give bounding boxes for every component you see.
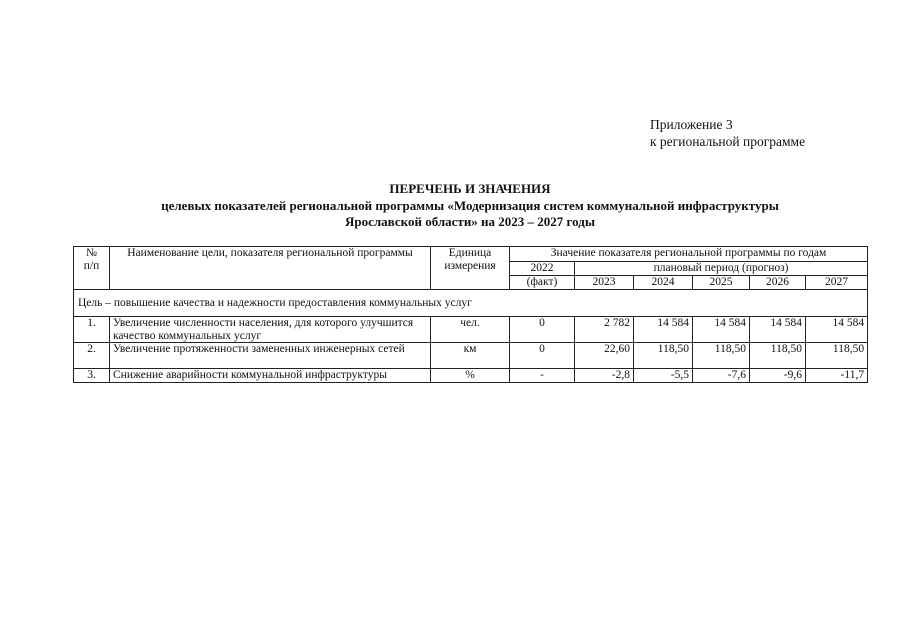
header-year-2024: 2024 — [634, 276, 693, 290]
row-base: 0 — [510, 343, 575, 369]
table-row — [74, 343, 868, 369]
header-year-2026: 2026 — [750, 276, 806, 290]
appendix-line-1: Приложение 3 — [650, 117, 733, 132]
row-base: - — [510, 369, 575, 383]
goal-text: Цель – повышение качества и надежности предоставления коммунальных услуг — [74, 290, 868, 317]
row-unit: км — [431, 343, 510, 369]
row-name: Снижение аварийности коммунальной инфраструктуры — [110, 369, 431, 383]
title-line-3: Ярославской области» на 2023 – 2027 годы — [345, 214, 595, 229]
table-row — [74, 369, 868, 383]
indicators-table — [73, 246, 868, 383]
document-title — [60, 181, 880, 231]
header-num-line-1: № — [86, 247, 97, 259]
goal-row — [74, 290, 868, 317]
row-value-2027: 14 584 — [806, 317, 868, 343]
header-unit-line-2: измерения — [444, 259, 496, 272]
title-line-2: целевых показателей региональной программы «Модернизация систем коммунальной инфраструктуры — [161, 197, 779, 213]
row-value-2027: 118,50 — [806, 343, 868, 369]
row-value-2024: -5,5 — [634, 369, 693, 383]
row-unit: % — [431, 369, 510, 383]
header-num-line-2: п/п — [83, 259, 100, 272]
row-value-2023: -2,8 — [575, 369, 634, 383]
row-value-2023: 2 782 — [575, 317, 634, 343]
header-row-1 — [74, 247, 868, 262]
header-num — [74, 247, 110, 290]
row-unit: чел. — [431, 317, 510, 343]
row-value-2023: 22,60 — [575, 343, 634, 369]
row-value-2025: 14 584 — [693, 317, 750, 343]
header-unit — [431, 247, 510, 290]
header-base-note: (факт) — [510, 276, 575, 290]
header-year-2025: 2025 — [693, 276, 750, 290]
row-value-2026: -9,6 — [750, 369, 806, 383]
row-num: 3. — [74, 369, 110, 383]
row-value-2026: 14 584 — [750, 317, 806, 343]
row-value-2025: -7,6 — [693, 369, 750, 383]
header-name: Наименование цели, показателя региональной программы — [110, 247, 431, 290]
row-value-2024: 14 584 — [634, 317, 693, 343]
row-base: 0 — [510, 317, 575, 343]
row-num: 2. — [74, 343, 110, 369]
header-year-2023: 2023 — [575, 276, 634, 290]
row-value-2024: 118,50 — [634, 343, 693, 369]
appendix-line-2: к региональной программе — [650, 134, 806, 149]
table-row — [74, 317, 868, 343]
row-value-2025: 118,50 — [693, 343, 750, 369]
row-name: Увеличение численности населения, для которого улучшится качество коммунальных услуг — [110, 317, 431, 343]
header-year-2027: 2027 — [806, 276, 868, 290]
header-plan-period: плановый период (прогноз) — [575, 262, 868, 276]
header-base-year: 2022 — [510, 262, 575, 276]
row-value-2026: 118,50 — [750, 343, 806, 369]
row-num: 1. — [74, 317, 110, 343]
header-values-title: Значение показателя региональной программы по годам — [510, 247, 868, 262]
header-unit-line-1: Единица — [448, 247, 492, 259]
title-line-1: ПЕРЕЧЕНЬ И ЗНАЧЕНИЯ — [389, 181, 551, 196]
row-name: Увеличение протяженности замененных инженерных сетей — [110, 343, 431, 369]
appendix-note — [650, 116, 805, 150]
row-value-2027: -11,7 — [806, 369, 868, 383]
